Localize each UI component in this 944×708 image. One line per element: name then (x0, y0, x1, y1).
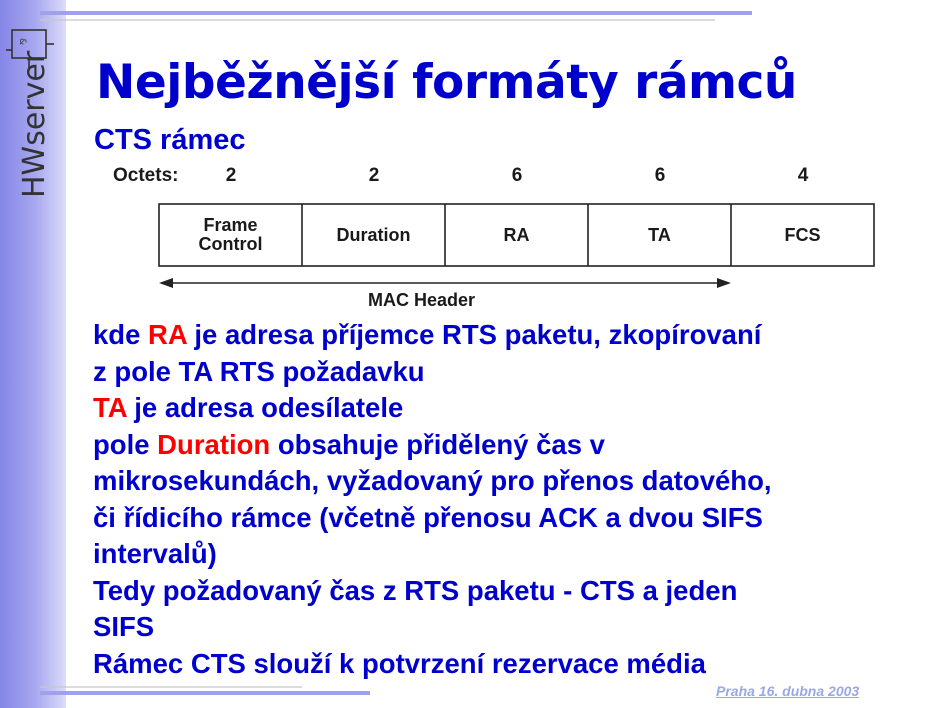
field-label-fcs: FCS (784, 224, 821, 245)
footer-date-link[interactable]: Praha 16. dubna 2003 (716, 683, 860, 699)
slide-subtitle: CTS rámec (94, 124, 246, 156)
top-rule (40, 10, 760, 24)
field-duration (302, 204, 445, 266)
body-line-9: SIFS (93, 611, 155, 642)
body-line-4: pole Duration obsahuje přidělený čas v (93, 428, 605, 460)
octet-fcs: 4 (797, 165, 809, 186)
octet-ta: 6 (654, 165, 666, 186)
body-line-2: z pole TA RTS požadavku (93, 355, 425, 387)
body-line-3: TA je adresa odesílatele (93, 392, 404, 423)
hwserver-logo (4, 8, 60, 208)
field-label-duration: Duration (336, 224, 411, 245)
svg-text:&: & (17, 38, 27, 46)
sidebar-gradient (0, 0, 66, 708)
field-label-ra: RA (503, 224, 530, 245)
body-line-6: či řídicího rámce (včetně přenosu ACK a dvou SIFS (93, 501, 763, 533)
field-frame-control (159, 204, 302, 266)
field-label-frame-control: Frame Control (198, 215, 263, 254)
body-line-8: Tedy požadovaný čas z RTS paketu - CTS a jeden (93, 574, 738, 606)
cts-frame-diagram (93, 160, 905, 312)
body-text (93, 317, 923, 682)
highlight-ta: TA (93, 392, 127, 423)
body-line-10: Rámec CTS slouží k potvrzení rezervace média (93, 647, 706, 679)
bottom-rule (40, 684, 380, 698)
svg-text:HWserver: HWserver (17, 50, 52, 198)
octet-duration: 2 (368, 165, 380, 186)
body-line-5: mikrosekundách, vyžadovaný pro přenos datového, (93, 465, 772, 496)
slide-title: Nejběžnější formáty rámců (96, 55, 797, 110)
field-ta (588, 204, 731, 266)
field-label-ta: TA (648, 224, 671, 245)
mac-header-label: MAC Header (368, 290, 476, 310)
body-line-7: intervalů) (93, 538, 217, 569)
highlight-ra: RA (148, 319, 187, 350)
field-fcs (731, 204, 874, 266)
octet-frame-control: 2 (225, 165, 237, 186)
octet-ra: 6 (511, 165, 523, 186)
highlight-duration: Duration (157, 428, 271, 460)
body-line-1: kde RA je adresa příjemce RTS paketu, zkopírovaní (93, 319, 762, 350)
field-ra (445, 204, 588, 266)
octets-label: Octets: (113, 165, 179, 186)
